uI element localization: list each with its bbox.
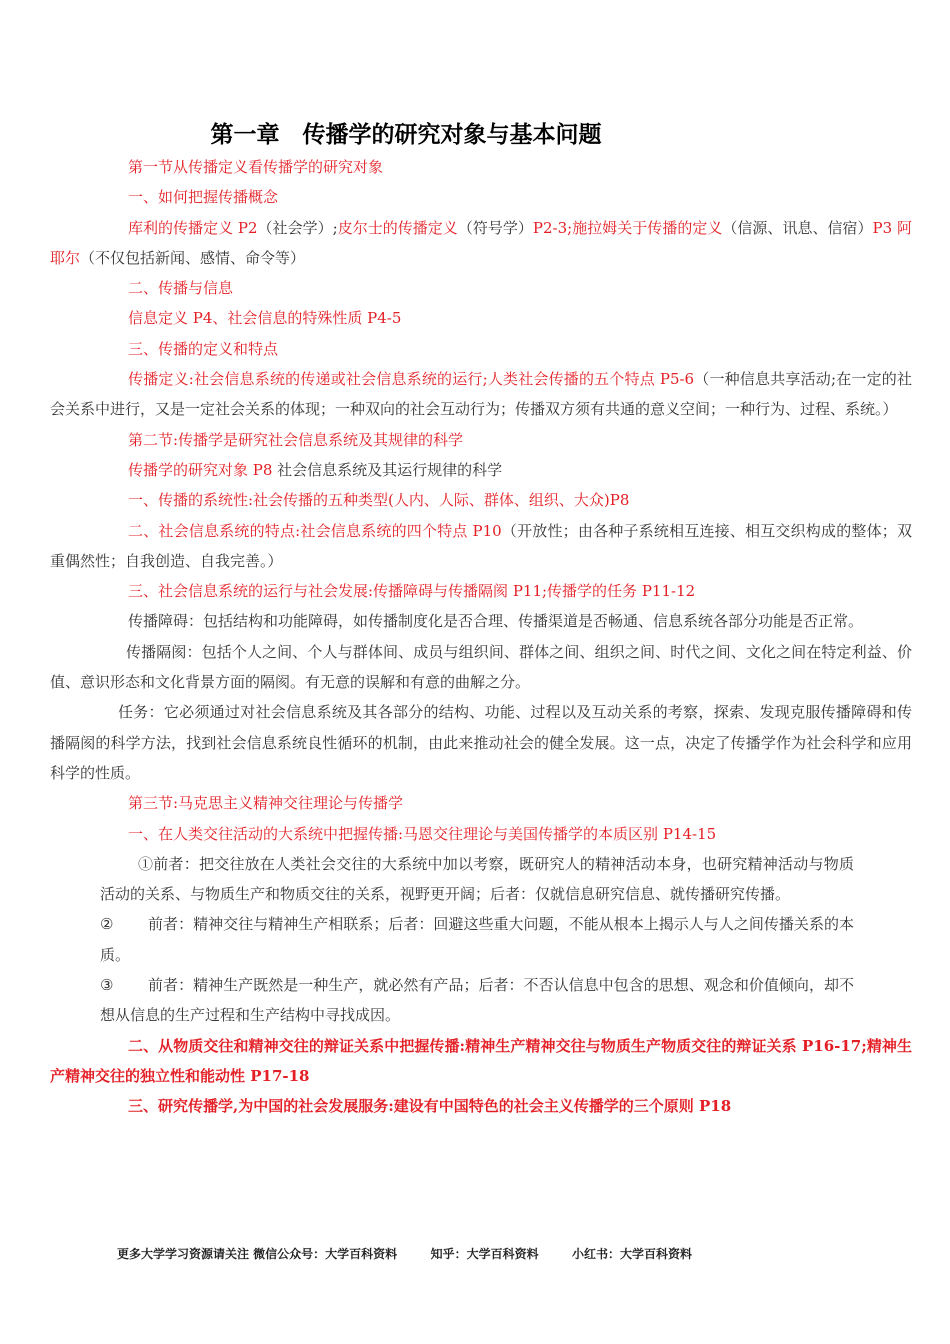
section-3-heading: 第三节:马克思主义精神交往理论与传播学 [128,794,404,813]
list-item: ③ 前者：精神生产既然是一种生产，就必然有产品；后者：不否认信息中包含的思想、观念和价值倾向，却不想从信息的生产过程和生产结构中寻找成因。 [100,976,854,1025]
section-3-sub-2: 二、从物质交往和精神交往的辩证关系中把握传播:精神生产精神交往与物质生产物质交往的辩证关系 P16-17;精神生产精神交往的独立性和能动性 P17-18 [50,1036,912,1085]
section-2-sub-3: 三、社会信息系统的运行与社会发展:传播障碍与传播隔阂 P11;传播学的任务 P11-12 [128,582,696,601]
information-line: 信息定义 P4、社会信息的特殊性质 P4-5 [128,309,402,328]
section-2-sub-1: 一、传播的系统性:社会传播的五种类型(人内、人际、群体、组织、大众)P8 [128,491,630,510]
section-1-sub-2: 二、传播与信息 [128,279,234,298]
section-3-sub-3: 三、研究传播学,为中国的社会发展服务:建设有中国特色的社会主义传播学的三个原则 P18 [128,1097,732,1116]
section-2-sub-2: 二、社会信息系统的特点:社会信息系统的四个特点 P10（开放性；由各种子系统相互连接、相互交织构成的整体；双重偶然性；自我创造、自我完善。） [50,521,912,570]
list-item: ② 前者：精神交往与精神生产相联系；后者：回避这些重大问题，不能从根本上揭示人与人之间传播关系的本质。 [100,915,854,964]
research-object-line: 传播学的研究对象 P8 社会信息系统及其运行规律的科学 [128,460,503,479]
communication-features-paragraph: 传播定义:社会信息系统的传递或社会信息系统的运行;人类社会传播的五个特点 P5-6（一种信息共享活动;在一定的社会关系中进行，又是一定社会关系的体现；一种双向的社会互动行为；传播双方须有共通的意义空间；一种行为、过程、系统。） [50,370,912,419]
footer-note: 更多大学学习资源请关注 微信公众号：大学百科资料 知乎：大学百科资料 小红书：大学百科资料 [117,1247,693,1261]
section-1-heading: 第一节从传播定义看传播学的研究对象 [128,158,384,176]
list-item: ①前者：把交往放在人类社会交往的大系统中加以考察，既研究人的精神活动本身，也研究精神活动与物质活动的关系、与物质生产和物质交往的关系，视野更开阔；后者：仅就信息研究信息、就传播研究传播。 [100,854,854,904]
barrier-paragraph: 传播隔阂：包括个人之间、个人与群体间、成员与组织间、群体之间、组织之间、时代之间、文化之间在特定利益、价值、意识形态和文化背景方面的隔阂。有无意的误解和有意的曲解之分。 [50,642,912,692]
section-1-sub-1: 一、如何把握传播概念 [128,188,279,207]
definitions-paragraph: 库利的传播定义 P2（社会学）;皮尔士的传播定义（符号学）P2-3;施拉姆关于传播的定义（信源、讯息、信宿）P3 阿耶尔（不仅包括新闻、感情、命令等） [50,218,912,267]
document-body [50,152,912,1122]
section-2-heading: 第二节:传播学是研究社会信息系统及其规律的科学 [128,430,464,449]
section-1-sub-3: 三、传播的定义和特点 [128,339,279,358]
chapter-title: 第一章 传播学的研究对象与基本问题 [210,122,602,148]
section-3-sub-1: 一、在人类交往活动的大系统中把握传播:马恩交往理论与美国传播学的本质区别 P14-15 [128,824,717,843]
task-paragraph: 任务：它必须通过对社会信息系统及其各部分的结构、功能、过程以及互动关系的考察，探索、发现克服传播障碍和传播隔阂的科学方法，找到社会信息系统良性循环的机制，由此来推动社会的健全发展。这一点，决定了传播学作为社会科学和应用科学的性质。 [50,703,912,782]
obstacle-paragraph: 传播障碍：包括结构和功能障碍，如传播制度化是否合理、传播渠道是否畅通、信息系统各部分功能是否正常。 [128,612,864,631]
